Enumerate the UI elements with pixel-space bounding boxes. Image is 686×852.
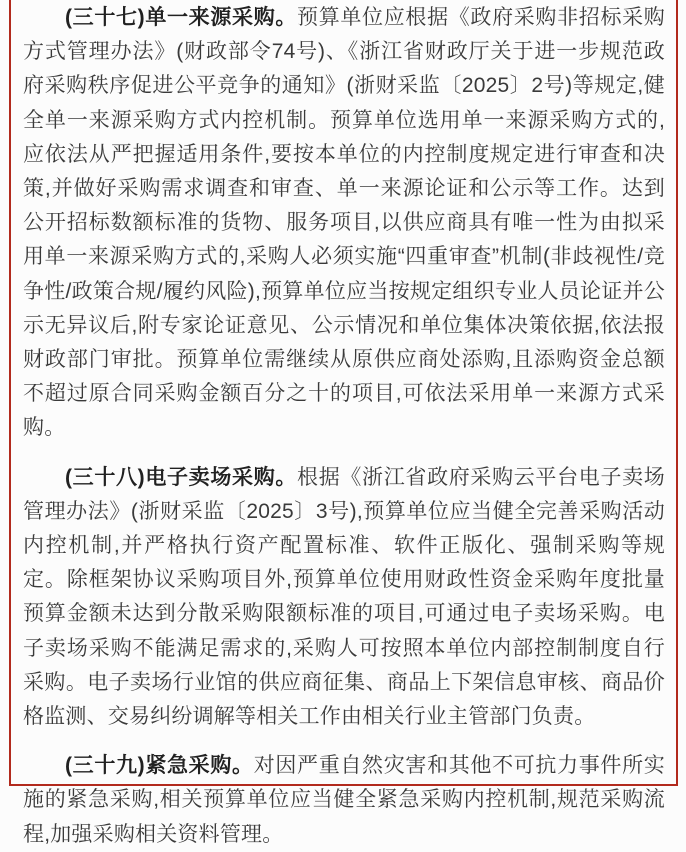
paragraph-38 <box>23 461 665 735</box>
document-content <box>23 1 665 852</box>
paragraph-39-body: 对因严重自然灾害和其他不可抗力事件所实施的紧急采购,相关预算单位应当健全紧急采购内控机制,规范采购流程,加强采购相关资料管理。 <box>23 754 665 846</box>
paragraph-38-body: 根据《浙江省政府采购云平台电子卖场管理办法》(浙财采监〔2025〕3号),预算单位应当健全完善采购活动内控机制,并严格执行资产配置标准、软件正版化、强制采购等规定。除框架协议采购项目外,预算单位使用财政性资金采购年度批量预算金额未达到分散采购限额标准的项目,可通过电子卖场采购。电子卖场采购不能满足需求的,采购人可按照本单位内部控制制度自行采购。电子卖场行业馆的供应商征集、商品上下架信息审核、商品价格监测、交易纠纷调解等相关工作由相关行业主管部门负责。 <box>23 465 665 729</box>
paragraph-38-heading: (三十八)电子卖场采购。 <box>65 465 298 489</box>
paragraph-37-heading: (三十七)单一来源采购。 <box>65 6 298 29</box>
paragraph-39-heading: (三十九)紧急采购。 <box>65 754 254 778</box>
paragraph-37-body: 预算单位应根据《政府采购非招标采购方式管理办法》(财政部令74号)、《浙江省财政厅关于进一步规范政府采购秩序促进公平竞争的通知》(浙财采监〔2025〕2号)等规定,健全单一来源采购方式内控机制。预算单位选用单一来源采购方式的,应依法从严把握适用条件,要按本单位的内控制度规定进行审查和决策,并做好采购需求调查和审查、单一来源论证和公示等工作。达到公开招标数额标准的货物、服务项目,以供应商具有唯一性为由拟采用单一来源采购方式的,采购人必须实施“四重审查”机制(非歧视性/竞争性/政策合规/履约风险),预算单位应当按规定组织专业人员论证并公示无异议后,附专家论证意见、公示情况和单位集体决策依据,依法报财政部门审批。预算单位需继续从原供应商处添购,且添购资金总额不超过原合同采购金额百分之十的项目,可依法采用单一来源方式采购。 <box>23 6 665 440</box>
paragraph-39 <box>23 749 665 852</box>
paragraph-37 <box>23 1 665 446</box>
